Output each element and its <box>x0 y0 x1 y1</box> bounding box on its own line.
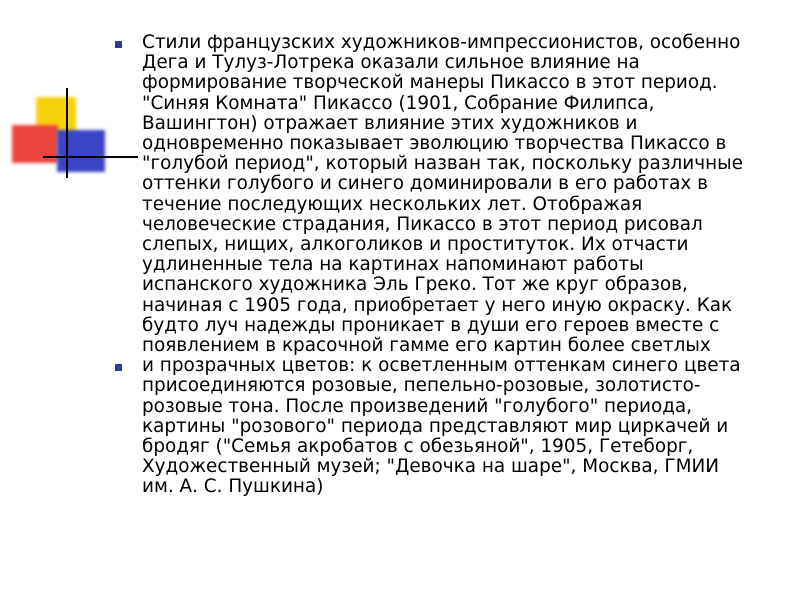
text-line: и прозрачных цветов: к осветленным оттенкам синего цвета <box>142 355 741 377</box>
text-line: Стили французских художников-импрессионистов, особенно <box>142 32 741 53</box>
bullet-square-icon <box>115 41 122 48</box>
text-line: Художественный музей; "Девочка на шаре", Москва, ГМИИ <box>142 456 719 478</box>
text-line: испанского художника Эль Греко. Тот же круг образов, <box>142 274 688 296</box>
text-line: формирование творческой манеры Пикассо в этот период. <box>142 72 718 94</box>
text-line: начиная с 1905 года, приобретает у него иную окраску. Как <box>142 294 733 316</box>
text-line: Дега и Тулуз-Лотрека оказали сильное влияние на <box>142 52 640 74</box>
text-line: "голубой период", который назван так, поскольку различные <box>142 153 743 175</box>
vertical-line <box>66 88 68 178</box>
bullet-item-1 <box>112 33 782 356</box>
text-line: будто луч надежды проникает в души его героев вместе с <box>142 314 720 336</box>
text-line: им. А. С. Пушкина) <box>142 476 324 498</box>
bullet-square-icon <box>115 364 122 371</box>
text-line: оттенки голубого и синего доминировали в его работах в <box>142 173 708 195</box>
text-line: присоединяются розовые, пепельно-розовые, золотисто- <box>142 375 701 397</box>
text-line: удлиненные тела на картинах напоминают работы <box>142 254 644 276</box>
text-line: Вашингтон) отражает влияние этих художников и <box>142 112 638 134</box>
text-line: розовые тона. После произведений "голубого" периода, <box>142 395 693 417</box>
text-line: слепых, нищих, алкоголиков и проституток. Их отчасти <box>142 234 689 256</box>
text-line: течение последующих нескольких лет. Отображая <box>142 193 643 215</box>
text-line: картины "розового" периода представляют мир циркачей и <box>142 415 729 437</box>
text-line: появлением в красочной гамме его картин более светлых <box>142 335 711 357</box>
text-line: одновременно показывает эволюцию творчества Пикассо в <box>142 133 727 155</box>
slide-body <box>112 33 782 498</box>
text-line: человеческие страдания, Пикассо в этот период рисовал <box>142 213 703 235</box>
bullet-item-2 <box>112 356 782 497</box>
text-line: бродяг ("Семья акробатов с обезьяной", 1905, Гетеборг, <box>142 436 694 458</box>
text-line: "Синяя Комната" Пикассо (1901, Собрание Филипса, <box>142 92 655 114</box>
blue-square <box>57 130 105 172</box>
